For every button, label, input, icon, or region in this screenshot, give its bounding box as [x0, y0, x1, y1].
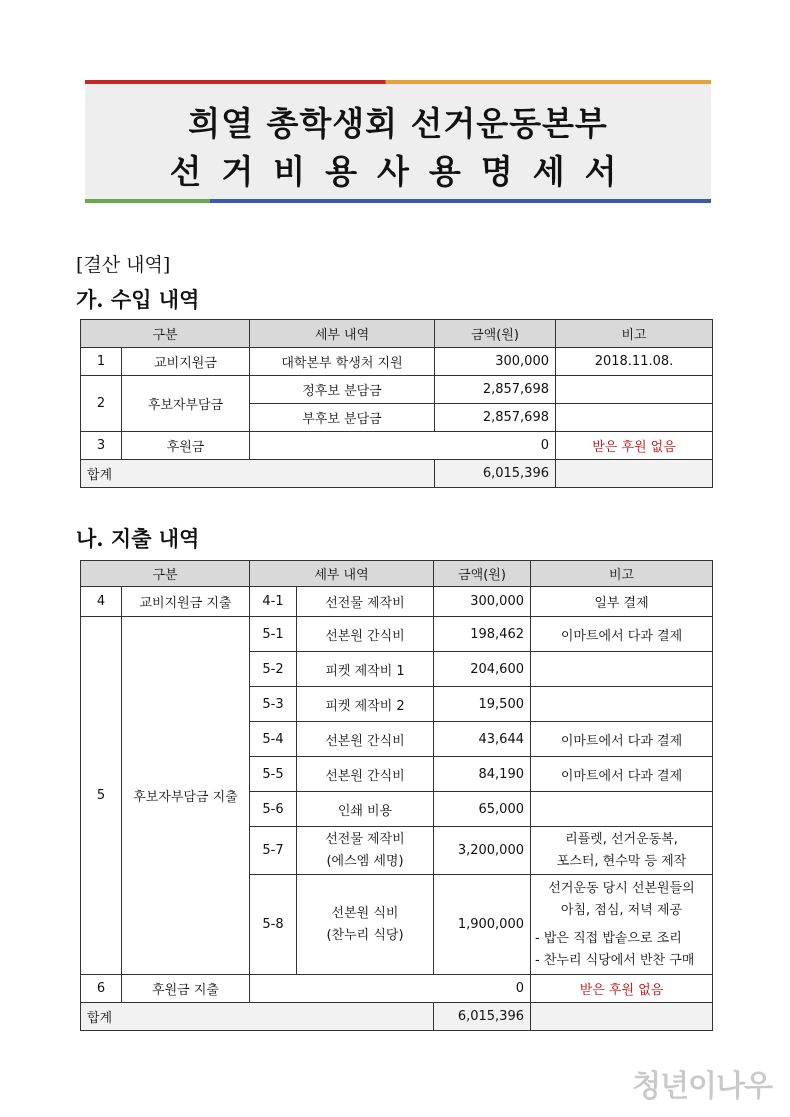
row-amount: 19,500 [434, 687, 531, 722]
income-header-row [81, 320, 713, 348]
col-header-note: 비고 [556, 320, 713, 348]
row-note-line: 포스터, 현수막 등 제작 [556, 853, 687, 869]
row-amount: 198,462 [434, 617, 531, 652]
row-amount: 0 [250, 432, 556, 460]
row-detail: 정후보 분담금 [250, 376, 435, 404]
row-number: 2 [81, 376, 122, 432]
row-category: 후보자부담금 [122, 376, 250, 432]
row-item: 인쇄 비용 [297, 792, 434, 827]
row-number: 3 [81, 432, 122, 460]
row-note-line: 선거운동 당시 선본원들의 [548, 880, 695, 896]
col-header-amount: 금액(원) [434, 561, 531, 587]
row-amount: 3,200,000 [434, 827, 531, 875]
title-bottom-color-bar [85, 199, 711, 203]
watermark-logo: 청년이나우 [632, 1069, 772, 1104]
row-code: 5-1 [250, 617, 297, 652]
income-heading: 가. 수입 내역 [76, 287, 200, 312]
row-note [531, 652, 713, 687]
row-code: 5-7 [250, 827, 297, 875]
row-note: 일부 결제 [531, 587, 713, 617]
row-amount: 300,000 [434, 587, 531, 617]
row-detail: 부후보 분담금 [250, 404, 435, 432]
col-header-category: 구분 [81, 561, 250, 587]
row-number: 5 [81, 617, 122, 975]
row-category: 후보자부담금 지출 [122, 617, 250, 975]
row-note-line: - 찬누리 식당에서 반찬 구매 [535, 952, 695, 968]
settlement-heading: [결산 내역] [76, 254, 171, 276]
table-row [81, 975, 713, 1003]
expense-table [80, 560, 713, 1031]
row-note [531, 792, 713, 827]
table-row [81, 376, 713, 404]
row-note [531, 827, 713, 875]
col-header-amount: 금액(원) [435, 320, 556, 348]
row-item-line: 선본원 식비 [331, 905, 399, 921]
row-number: 4 [81, 587, 122, 617]
total-amount: 6,015,396 [434, 1003, 531, 1031]
row-amount: 0 [250, 975, 531, 1003]
title-organization: 희열 총학생회 선거운동본부 [188, 104, 608, 143]
table-row [81, 617, 713, 652]
row-note-line: - 밥은 직접 밥솥으로 조리 [535, 930, 682, 946]
row-item: 피켓 제작비 1 [297, 652, 434, 687]
title-document-name: 선거비용사용명세서 [169, 152, 637, 191]
row-item-line: (에스엠 세명) [326, 853, 404, 869]
row-amount: 300,000 [435, 348, 556, 376]
row-amount: 43,644 [434, 722, 531, 757]
expense-header-row [81, 561, 713, 587]
table-row [81, 348, 713, 376]
row-item: 선본원 간식비 [297, 757, 434, 792]
table-row [81, 432, 713, 460]
row-amount: 204,600 [434, 652, 531, 687]
row-item: 선본원 간식비 [297, 722, 434, 757]
row-number: 6 [81, 975, 122, 1003]
row-note [556, 404, 713, 432]
row-note: 이마트에서 다과 결제 [531, 722, 713, 757]
row-code: 5-3 [250, 687, 297, 722]
row-amount: 65,000 [434, 792, 531, 827]
row-detail: 대학본부 학생처 지원 [250, 348, 435, 376]
income-total-row [81, 460, 713, 488]
row-amount: 2,857,698 [435, 376, 556, 404]
row-category: 후원금 [122, 432, 250, 460]
total-note [531, 1003, 713, 1031]
income-table [80, 319, 713, 488]
total-amount: 6,015,396 [435, 460, 556, 488]
row-item: 선전물 제작비 [297, 587, 434, 617]
row-note [556, 376, 713, 404]
col-header-note: 비고 [531, 561, 713, 587]
document-title-box [85, 80, 711, 203]
total-note [556, 460, 713, 488]
row-code: 5-4 [250, 722, 297, 757]
row-item-line: (찬누리 식당) [326, 927, 404, 943]
row-note [531, 687, 713, 722]
col-header-detail: 세부 내역 [250, 561, 434, 587]
row-note: 이마트에서 다과 결제 [531, 617, 713, 652]
row-note: 받은 후원 없음 [556, 432, 713, 460]
table-row [81, 587, 713, 617]
row-code: 5-6 [250, 792, 297, 827]
total-label: 합계 [81, 460, 435, 488]
row-note [531, 875, 713, 975]
row-amount: 2,857,698 [435, 404, 556, 432]
row-item [297, 875, 434, 975]
row-amount: 84,190 [434, 757, 531, 792]
row-code: 5-2 [250, 652, 297, 687]
row-category: 후원금 지출 [122, 975, 250, 1003]
expense-heading: 나. 지출 내역 [76, 526, 200, 551]
row-item-line: 선전물 제작비 [325, 831, 405, 847]
row-item: 선본원 간식비 [297, 617, 434, 652]
row-code: 5-5 [250, 757, 297, 792]
row-category: 교비지원금 지출 [122, 587, 250, 617]
row-code: 5-8 [250, 875, 297, 975]
row-amount: 1,900,000 [434, 875, 531, 975]
row-note: 받은 후원 없음 [531, 975, 713, 1003]
row-code: 4-1 [250, 587, 297, 617]
col-header-category: 구분 [81, 320, 250, 348]
row-number: 1 [81, 348, 122, 376]
row-category: 교비지원금 [122, 348, 250, 376]
expense-total-row [81, 1003, 713, 1031]
title-top-color-bar [85, 80, 711, 84]
row-note-line: 아침, 점심, 저녁 제공 [560, 902, 683, 918]
col-header-detail: 세부 내역 [250, 320, 435, 348]
row-item: 피켓 제작비 2 [297, 687, 434, 722]
row-note: 이마트에서 다과 결제 [531, 757, 713, 792]
row-note: 2018.11.08. [556, 348, 713, 376]
row-item [297, 827, 434, 875]
total-label: 합계 [81, 1003, 434, 1031]
row-note-line: 리플렛, 선거운동복, [565, 831, 678, 847]
